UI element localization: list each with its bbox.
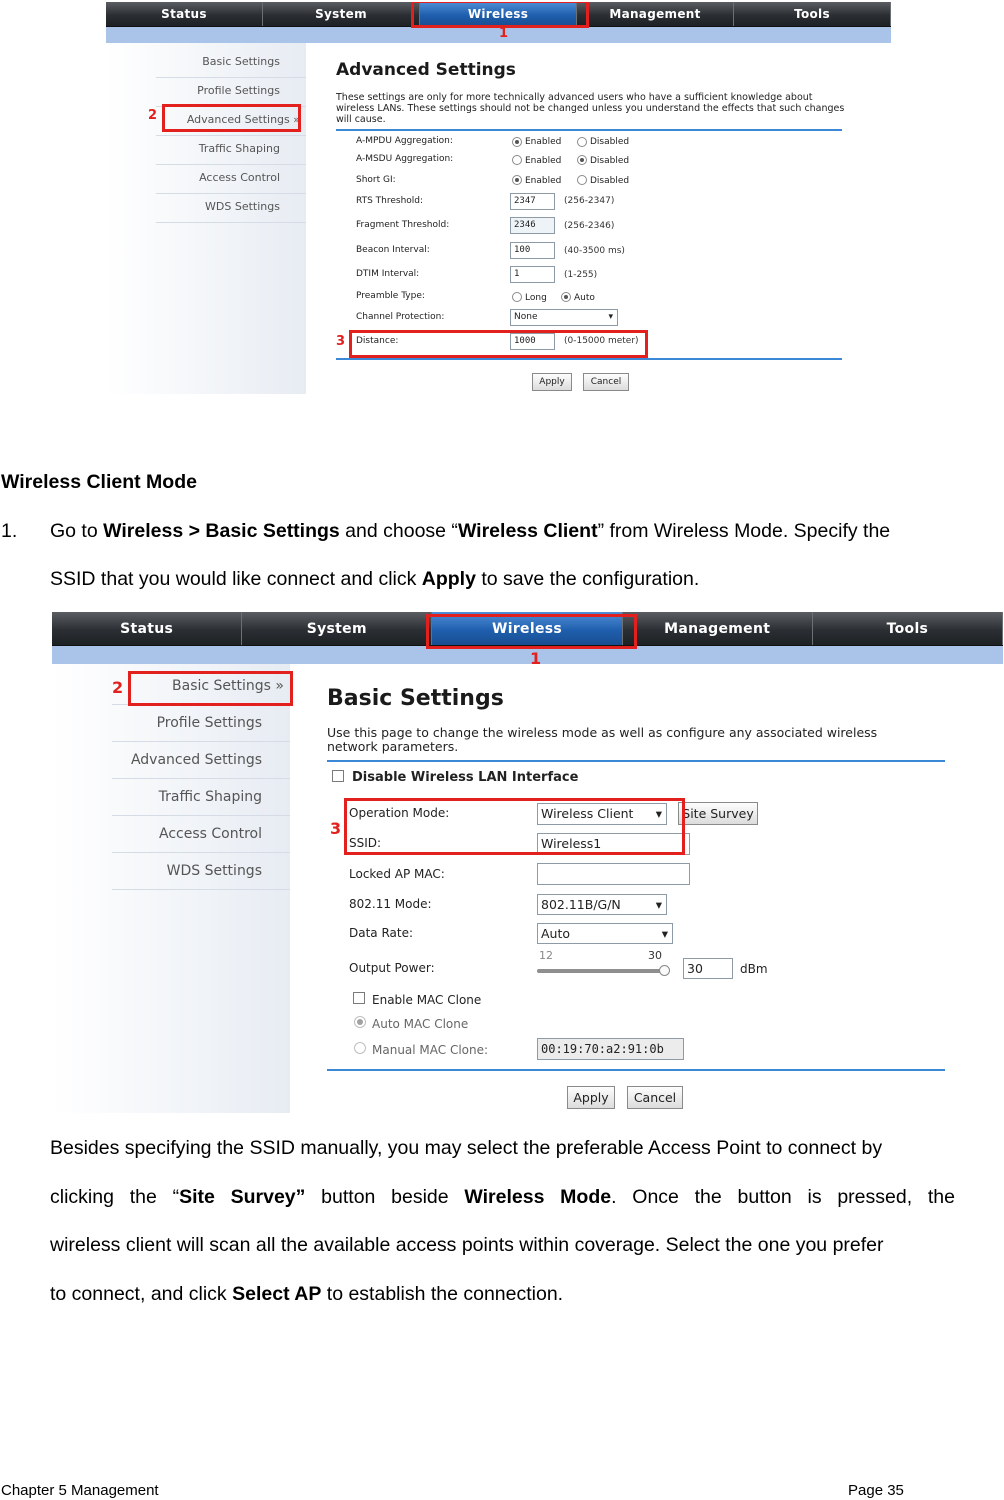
step-line-2 — [50, 567, 699, 591]
operation-mode-value: Wireless Client — [541, 806, 634, 821]
divider-bottom — [336, 358, 842, 360]
disable-wlan-label: Disable Wireless LAN Interface — [352, 770, 579, 785]
fragment-threshold-input[interactable]: 2346 — [510, 217, 555, 234]
power-min-label: 12 — [539, 949, 553, 962]
label-ssid: SSID: — [349, 836, 382, 850]
sidebar-item-profile-settings[interactable]: Profile Settings — [112, 705, 290, 742]
ssid-input[interactable]: Wireless1 — [537, 833, 690, 855]
advanced-settings-screenshot — [106, 2, 891, 394]
rts-range: (256-2347) — [564, 196, 615, 206]
option-enabled: Enabled — [525, 156, 562, 166]
marker-3: 3 — [330, 819, 342, 838]
sidebar-item-traffic-shaping[interactable]: Traffic Shaping — [156, 136, 306, 165]
step-bold: Wireless > Basic Settings — [103, 520, 340, 542]
tab-tools[interactable]: Tools — [813, 612, 1003, 645]
page-description: These settings are only for more technically advanced users who have a sufficient knowledge about wireless LANs. These settings should not be changed unless you understand the effects that such changes will cause. — [336, 92, 845, 125]
output-power-input[interactable]: 30 — [683, 958, 733, 979]
fragment-range: (256-2346) — [564, 221, 615, 231]
para-text: button beside — [305, 1186, 465, 1208]
beacon-range: (40-3500 ms) — [564, 246, 625, 256]
step-bold: Apply — [421, 568, 476, 590]
auto-mac-clone-label: Auto MAC Clone — [372, 1017, 469, 1031]
label-ampdu: A-MPDU Aggregation: — [356, 136, 453, 146]
option-auto: Auto — [574, 293, 595, 303]
step-text: Go to — [50, 520, 104, 542]
para-text: . Once the button is pressed, the — [611, 1186, 955, 1208]
label-locked-ap-mac: Locked AP MAC: — [349, 867, 445, 881]
dtim-interval-input[interactable]: 1 — [510, 266, 555, 283]
marker-3: 3 — [336, 334, 346, 349]
label-channel-protection: Channel Protection: — [356, 312, 445, 322]
manual-mac-clone-label: Manual MAC Clone: — [372, 1043, 489, 1057]
sidebar-item-wds-settings[interactable]: WDS Settings — [112, 853, 290, 890]
power-slider-track[interactable] — [537, 969, 667, 973]
step-bold: Wireless Client — [457, 520, 598, 542]
sidebar — [106, 43, 306, 394]
enable-mac-clone-checkbox[interactable] — [353, 992, 365, 1004]
apply-button[interactable]: Apply — [532, 373, 572, 391]
dropdown-arrow-icon: ▾ — [655, 897, 662, 912]
para-bold: Site Survey” — [179, 1186, 306, 1208]
tab-system[interactable]: System — [242, 612, 432, 645]
footer-chapter: Chapter 5 Management — [1, 1482, 159, 1499]
beacon-interval-input[interactable]: 100 — [510, 242, 555, 259]
label-operation-mode: Operation Mode: — [349, 806, 450, 820]
step-text: and choose “ — [339, 520, 458, 542]
highlight-mode-ssid — [344, 798, 685, 855]
tab-management[interactable]: Management — [577, 2, 734, 26]
radio-preamble-long[interactable] — [512, 292, 522, 302]
double-chevron-icon: » — [275, 678, 284, 694]
tab-management[interactable]: Management — [623, 612, 813, 645]
label-data-rate: Data Rate: — [349, 926, 414, 940]
highlight-advanced-settings — [162, 104, 301, 132]
step-text: SSID that you would like connect and click — [50, 568, 422, 590]
paragraph-line-1: Besides specifying the SSID manually, you may select the preferable Access Point to connect by — [50, 1137, 883, 1159]
marker-2: 2 — [112, 678, 124, 697]
dtim-range: (1-255) — [564, 270, 598, 280]
paragraph-line-4 — [50, 1282, 563, 1306]
paragraph-line-3: wireless client will scan all the available access points within coverage. Select the one you prefer — [50, 1234, 884, 1256]
paragraph-line-2 — [50, 1185, 955, 1209]
cancel-button[interactable]: Cancel — [583, 373, 629, 391]
distance-range: (0-15000 meter) — [564, 336, 639, 346]
mode-80211-value: 802.11B/G/N — [541, 897, 621, 912]
sidebar-item-traffic-shaping[interactable]: Traffic Shaping — [112, 779, 290, 816]
divider-bottom — [327, 1069, 945, 1071]
radio-shortgi-disabled[interactable] — [577, 175, 587, 185]
locked-ap-mac-input[interactable] — [537, 863, 690, 885]
marker-2: 2 — [148, 108, 158, 123]
label-rts: RTS Threshold: — [356, 196, 424, 206]
power-unit: dBm — [740, 962, 768, 976]
dropdown-arrow-icon: ▾ — [661, 926, 668, 941]
sidebar — [52, 664, 290, 1113]
label-dtim: DTIM Interval: — [356, 269, 420, 279]
sidebar-item-basic-settings[interactable]: Basic Settings — [156, 49, 306, 78]
option-long: Long — [525, 293, 547, 303]
label-distance: Distance: — [356, 336, 399, 346]
highlight-wireless-tab — [426, 614, 637, 649]
tab-status[interactable]: Status — [52, 612, 242, 645]
section-heading: Wireless Client Mode — [1, 471, 197, 493]
radio-manual-mac-clone[interactable] — [354, 1042, 366, 1054]
label-amsdu: A-MSDU Aggregation: — [356, 154, 454, 164]
radio-amsdu-enabled[interactable] — [512, 155, 522, 165]
basic-settings-screenshot — [52, 612, 1003, 1113]
highlight-basic-settings — [128, 671, 293, 706]
radio-ampdu-enabled[interactable] — [512, 137, 522, 147]
sidebar-item-profile-settings[interactable]: Profile Settings — [156, 78, 306, 107]
step-number: 1. — [1, 520, 18, 542]
apply-button[interactable]: Apply — [567, 1086, 615, 1109]
page-description: Use this page to change the wireless mode as well as configure any associated wireless network parameters. — [327, 725, 878, 754]
sidebar-item-label: Advanced Settings — [186, 113, 290, 126]
para-text: to connect, and click — [50, 1283, 233, 1305]
label-80211-mode: 802.11 Mode: — [349, 897, 432, 911]
option-disabled: Disabled — [590, 176, 630, 186]
tab-wireless[interactable]: Wireless — [432, 612, 622, 645]
sidebar-item-wds-settings[interactable]: WDS Settings — [156, 194, 306, 223]
label-preamble: Preamble Type: — [356, 291, 425, 301]
highlight-wireless-tab — [411, 2, 589, 28]
radio-ampdu-disabled[interactable] — [577, 137, 587, 147]
sidebar-item-advanced-settings[interactable]: Advanced Settings — [112, 742, 290, 779]
dropdown-arrow-icon: ▾ — [655, 806, 662, 821]
mode-80211-select[interactable] — [537, 894, 667, 915]
double-chevron-icon: » — [293, 113, 300, 126]
distance-input[interactable]: 1000 — [510, 333, 555, 350]
sidebar-item-access-control[interactable]: Access Control — [156, 165, 306, 194]
marker-1: 1 — [530, 649, 542, 668]
rts-threshold-input[interactable]: 2347 — [510, 193, 555, 210]
tab-status[interactable]: Status — [106, 2, 263, 26]
radio-shortgi-enabled[interactable] — [512, 175, 522, 185]
label-fragment: Fragment Threshold: — [356, 220, 450, 230]
radio-amsdu-disabled[interactable] — [577, 155, 587, 165]
tab-tools[interactable]: Tools — [734, 2, 891, 26]
para-bold: Select AP — [232, 1283, 322, 1305]
cancel-button[interactable]: Cancel — [627, 1086, 683, 1109]
option-disabled: Disabled — [590, 137, 630, 147]
dropdown-arrow-icon: ▾ — [608, 312, 613, 322]
channel-protection-select[interactable] — [510, 309, 618, 326]
divider-top — [336, 129, 842, 131]
label-output-power: Output Power: — [349, 961, 435, 975]
disable-wlan-checkbox[interactable] — [332, 770, 344, 782]
option-enabled: Enabled — [525, 176, 562, 186]
step-line-1 — [50, 519, 890, 543]
radio-preamble-auto[interactable] — [561, 292, 571, 302]
page-title: Basic Settings — [327, 686, 504, 711]
label-beacon: Beacon Interval: — [356, 245, 430, 255]
option-disabled: Disabled — [590, 156, 630, 166]
data-rate-select[interactable] — [537, 923, 673, 944]
step-text: ” from Wireless Mode. Specify the — [597, 520, 891, 542]
channel-protection-value: None — [514, 312, 538, 322]
para-text: clicking the “ — [50, 1186, 180, 1208]
radio-auto-mac-clone[interactable] — [354, 1016, 366, 1028]
marker-1: 1 — [499, 26, 509, 41]
highlight-distance-row — [349, 330, 648, 358]
para-text: to establish the connection. — [321, 1283, 564, 1305]
power-slider-handle[interactable] — [659, 965, 670, 976]
option-enabled: Enabled — [525, 137, 562, 147]
page-title: Advanced Settings — [336, 60, 516, 80]
tab-wireless[interactable]: Wireless — [420, 2, 577, 26]
tab-system[interactable]: System — [263, 2, 420, 26]
para-bold: Wireless Mode — [464, 1186, 612, 1208]
divider-top — [327, 760, 945, 762]
power-max-label: 30 — [648, 949, 662, 962]
enable-mac-clone-label: Enable MAC Clone — [372, 993, 482, 1007]
data-rate-value: Auto — [541, 926, 571, 941]
sidebar-item-access-control[interactable]: Access Control — [112, 816, 290, 853]
label-short-gi: Short GI: — [356, 175, 396, 185]
step-text: to save the configuration. — [475, 568, 700, 590]
sidebar-item-label: Basic Settings — [172, 678, 271, 694]
site-survey-button[interactable]: Site Survey — [678, 802, 758, 825]
manual-mac-input[interactable]: 00:19:70:a2:91:0b — [537, 1038, 684, 1060]
footer-page-number: Page 35 — [848, 1482, 904, 1499]
power-slider-fill — [537, 969, 667, 973]
